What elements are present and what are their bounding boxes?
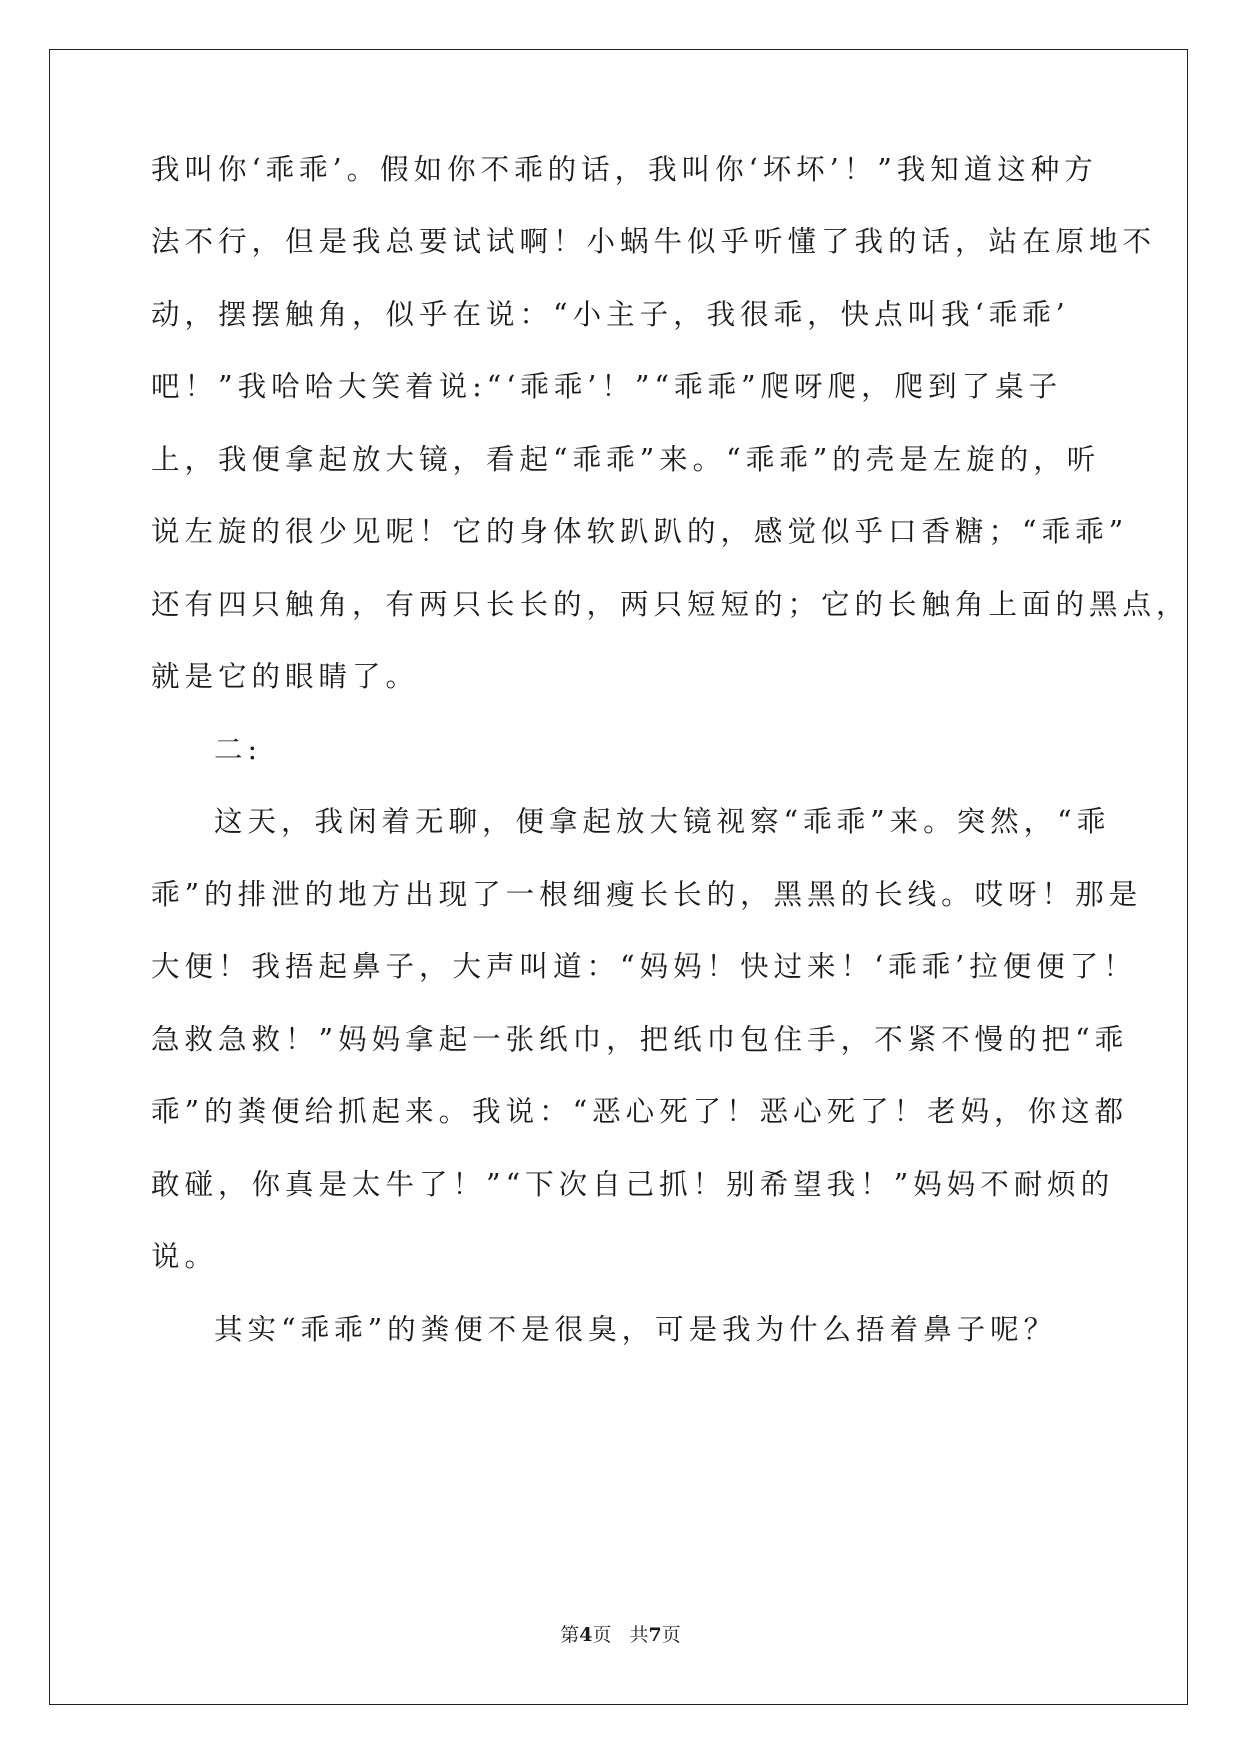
text-line: 我叫你‘乖乖’。假如你不乖的话，我叫你‘坏坏’！”我知道这种方 (151, 153, 1098, 186)
text-line: 乖”的排泄的地方出现了一根细瘦长长的，黑黑的长线。哎呀！那是 (151, 878, 1143, 911)
text-line: 上，我便拿起放大镜，看起“乖乖”来。“乖乖”的壳是左旋的，听 (151, 443, 1101, 476)
footer-total-prefix: 共 (629, 1624, 649, 1646)
footer-page-suffix: 页 (592, 1624, 612, 1646)
text-line: 急救急救！”妈妈拿起一张纸巾，把纸巾包住手，不紧不慢的把“乖 (151, 1023, 1129, 1056)
text-line: 说左旋的很少见呢！它的身体软趴趴的，感觉似乎口香糖；“乖乖” (151, 515, 1129, 548)
section-heading: 二: (214, 733, 263, 766)
footer-prefix: 第 (560, 1624, 580, 1646)
text-line: 大便！我捂起鼻子，大声叫道：“妈妈！快过来！‘乖乖’拉便便了！ (151, 950, 1137, 983)
text-line: 说。 (151, 1240, 219, 1273)
page-total: 7 (648, 1624, 662, 1646)
text-line: 这天，我闲着无聊，便拿起放大镜视察“乖乖”来。突然，“乖 (214, 805, 1111, 838)
text-line: 还有四只触角，有两只长长的，两只短短的；它的长触角上面的黑点， (151, 588, 1190, 621)
page-number: 4 (579, 1624, 593, 1646)
text-line: 就是它的眼睛了。 (151, 660, 420, 693)
page-footer (0, 1620, 1241, 1647)
footer-total-suffix: 页 (661, 1624, 681, 1646)
text-line: 法不行，但是我总要试试啊！小蜗牛似乎听懂了我的话，站在原地不 (151, 225, 1157, 258)
text-line: 动，摆摆触角，似乎在说：“小主子，我很乖，快点叫我‘乖乖’ (151, 298, 1070, 331)
text-line: 其实“乖乖”的粪便不是很臭，可是我为什么捂着鼻子呢？ (214, 1313, 1058, 1346)
text-line: 敢碰，你真是太牛了！”“下次自己抓！别希望我！”妈妈不耐烦的 (151, 1168, 1115, 1201)
text-line: 吧！”我哈哈大笑着说:“‘乖乖’！”“乖乖”爬呀爬，爬到了桌子 (151, 370, 1063, 403)
text-line: 乖”的粪便给抓起来。我说：“恶心死了！恶心死了！老妈，你这都 (151, 1095, 1129, 1128)
